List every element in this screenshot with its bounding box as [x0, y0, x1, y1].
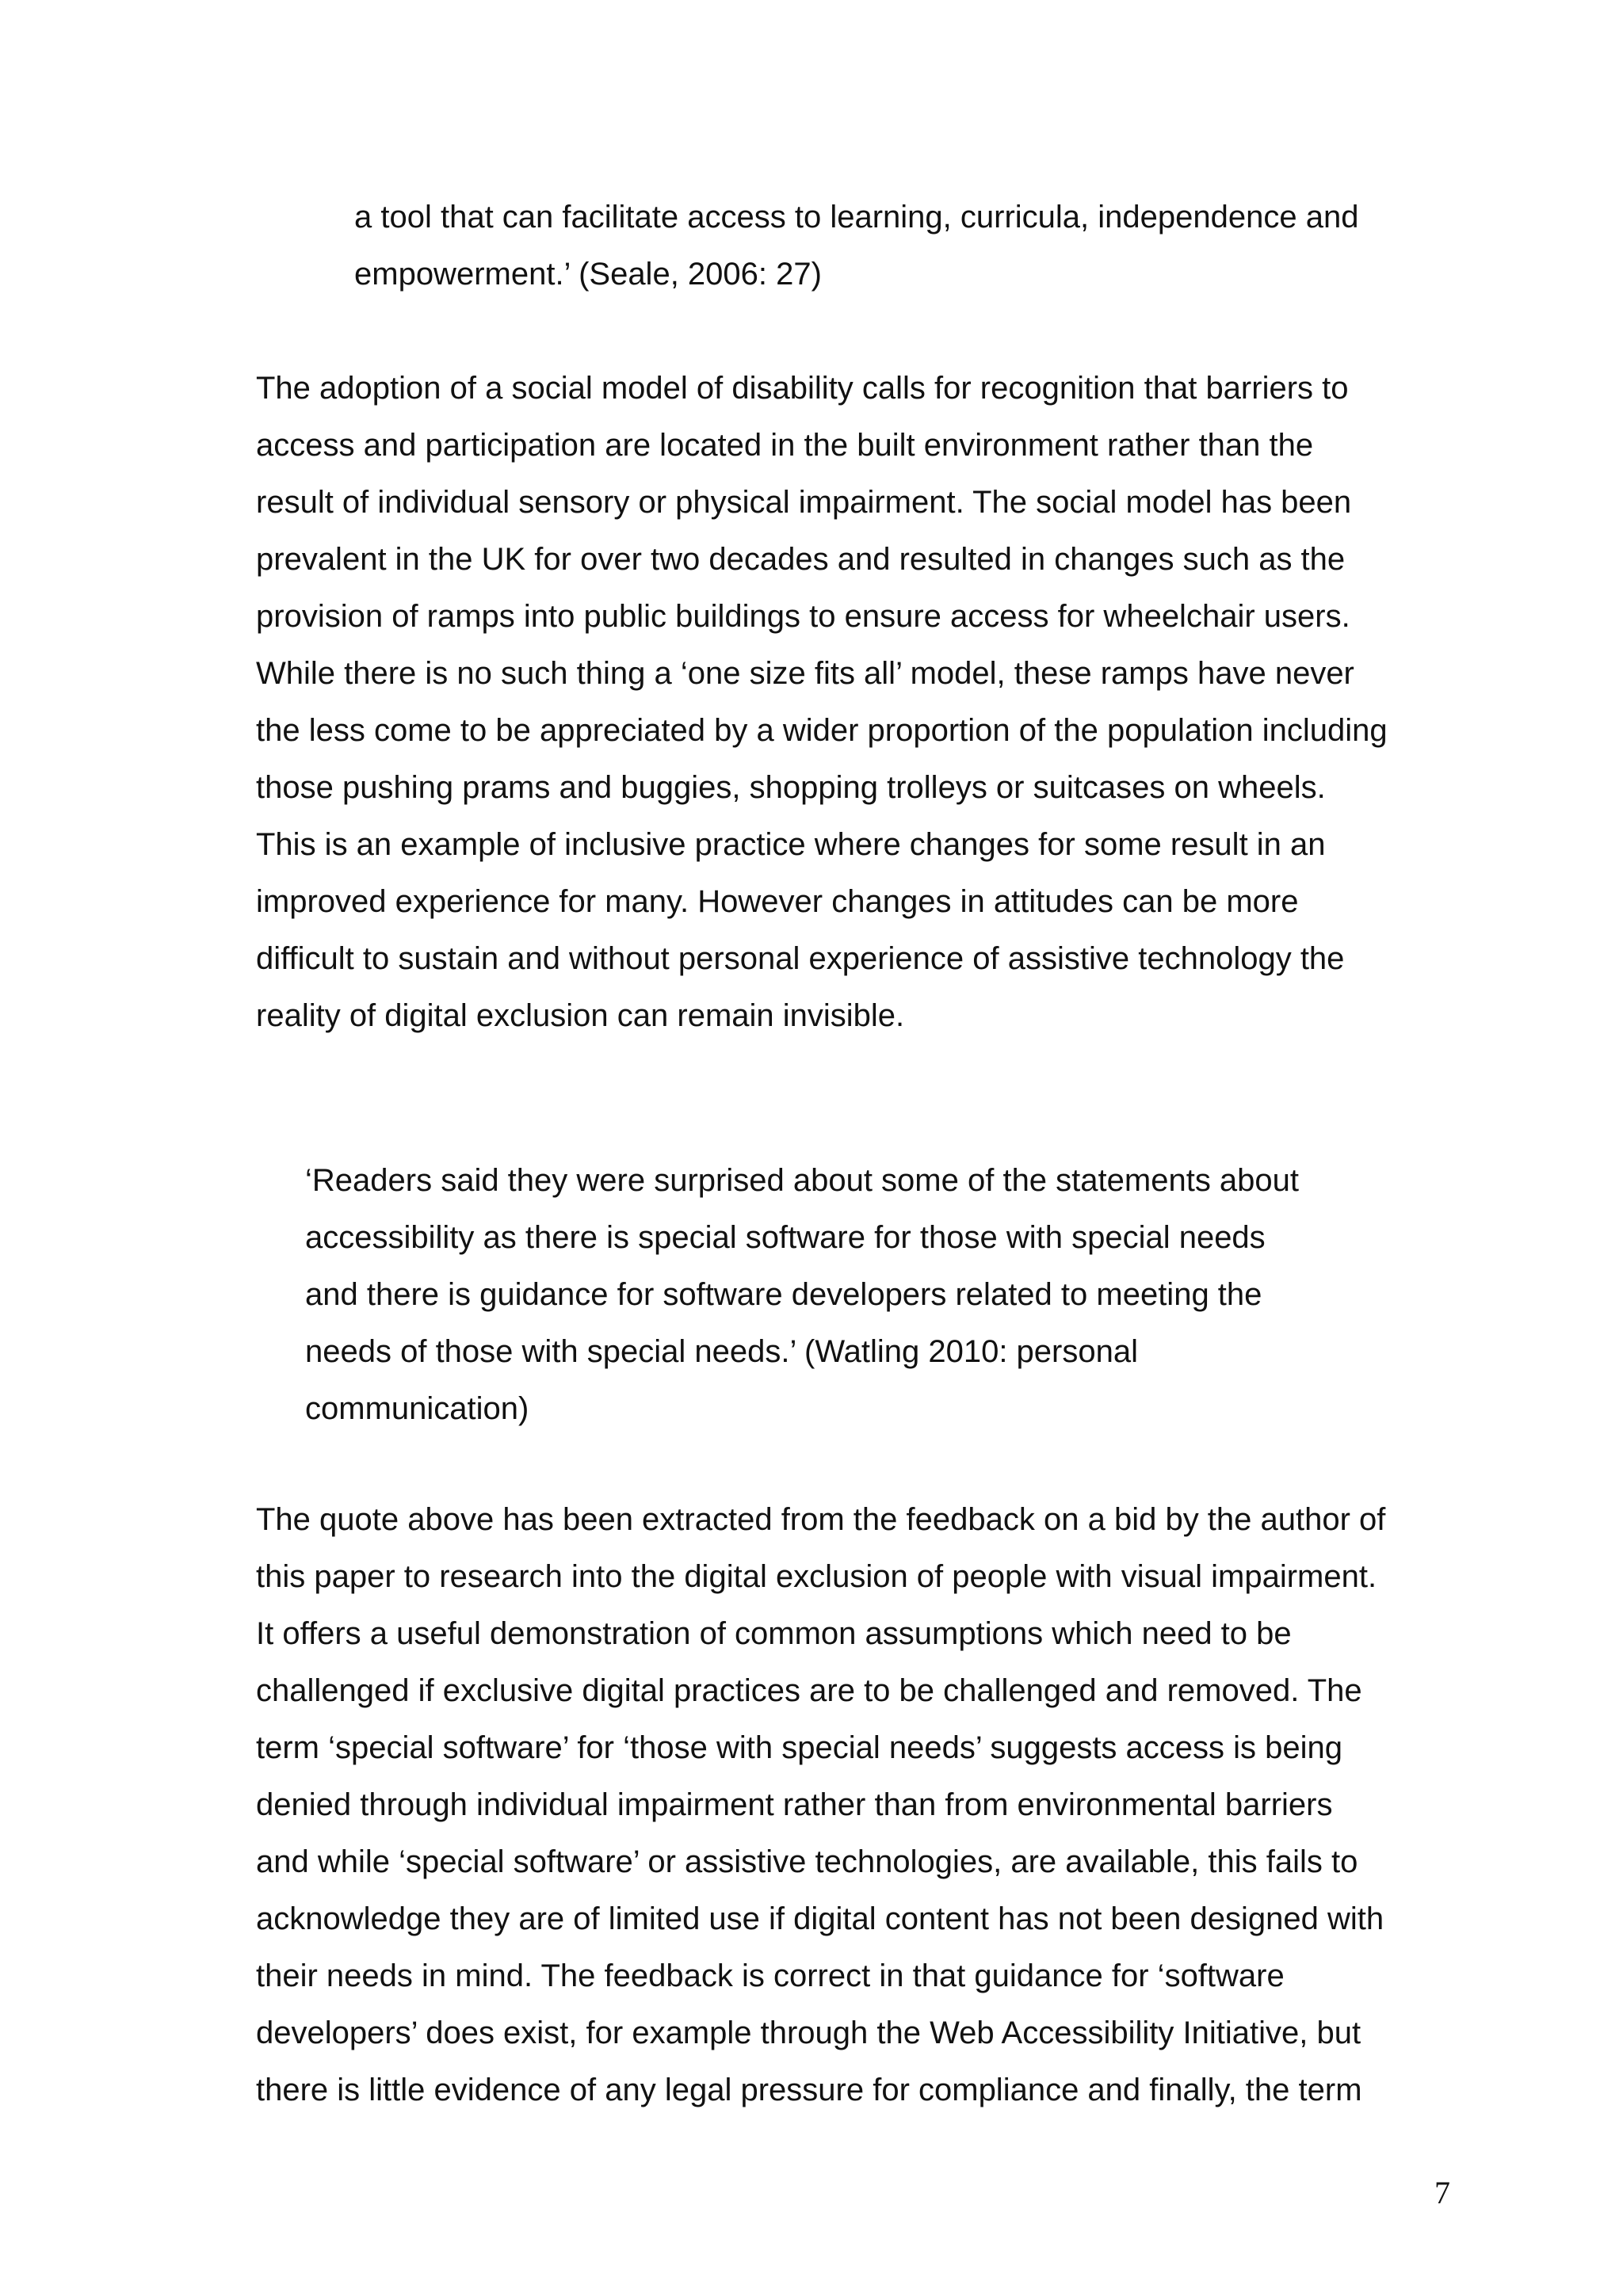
page-number: 7 — [1434, 2175, 1450, 2210]
block-quote-watling: ‘Readers said they were surprised about some of the statements about accessibility as there is special software for those with special needs and there is guidance for software developers related to meeting the needs of those with special needs.’ (Watling 2010: personal communication) — [305, 1163, 1300, 1426]
paragraph-feedback-analysis: The quote above has been extracted from the feedback on a bid by the author of this paper to research into the digital exclusion of people with visual impairment. It offers a useful demonstration of common assumptions which need to be challenged if exclusive digital practices are to be challenged and removed. The term ‘special software’ for ‘those with special needs’ suggests access is being denied through individual impairment rather than from environmental barriers and while ‘special software’ or assistive technologies, are available, this fails to acknowledge they are of limited use if digital content has not been designed with their needs in mind. The feedback is correct in that guidance for ‘software developers’ does exist, for example through the Web Accessibility Initiative, but there is little evidence of any legal pressure for compliance and finally, the term — [256, 1502, 1386, 2107]
block-quote-seale: a tool that can facilitate access to learning, curricula, independence and empowerment.’ (Seale, 2006: 27) — [354, 200, 1359, 292]
paragraph-social-model: The adoption of a social model of disability calls for recognition that barriers to access and participation are located in the built environment rather than the result of individual sensory or physical impairment. The social model has been prevalent in the UK for over two decades and resulted in changes such as the provision of ramps into public buildings to ensure access for wheelchair users. While there is no such thing a ‘one size fits all’ model, these ramps have never the less come to be appreciated by a wider proportion of the population including those pushing prams and buggies, shopping trolleys or suitcases on wheels. This is an example of inclusive practice where changes for some result in an improved experience for many. However changes in attitudes can be more difficult to sustain and without personal experience of assistive technology the reality of digital exclusion can remain invisible. — [256, 371, 1388, 1033]
